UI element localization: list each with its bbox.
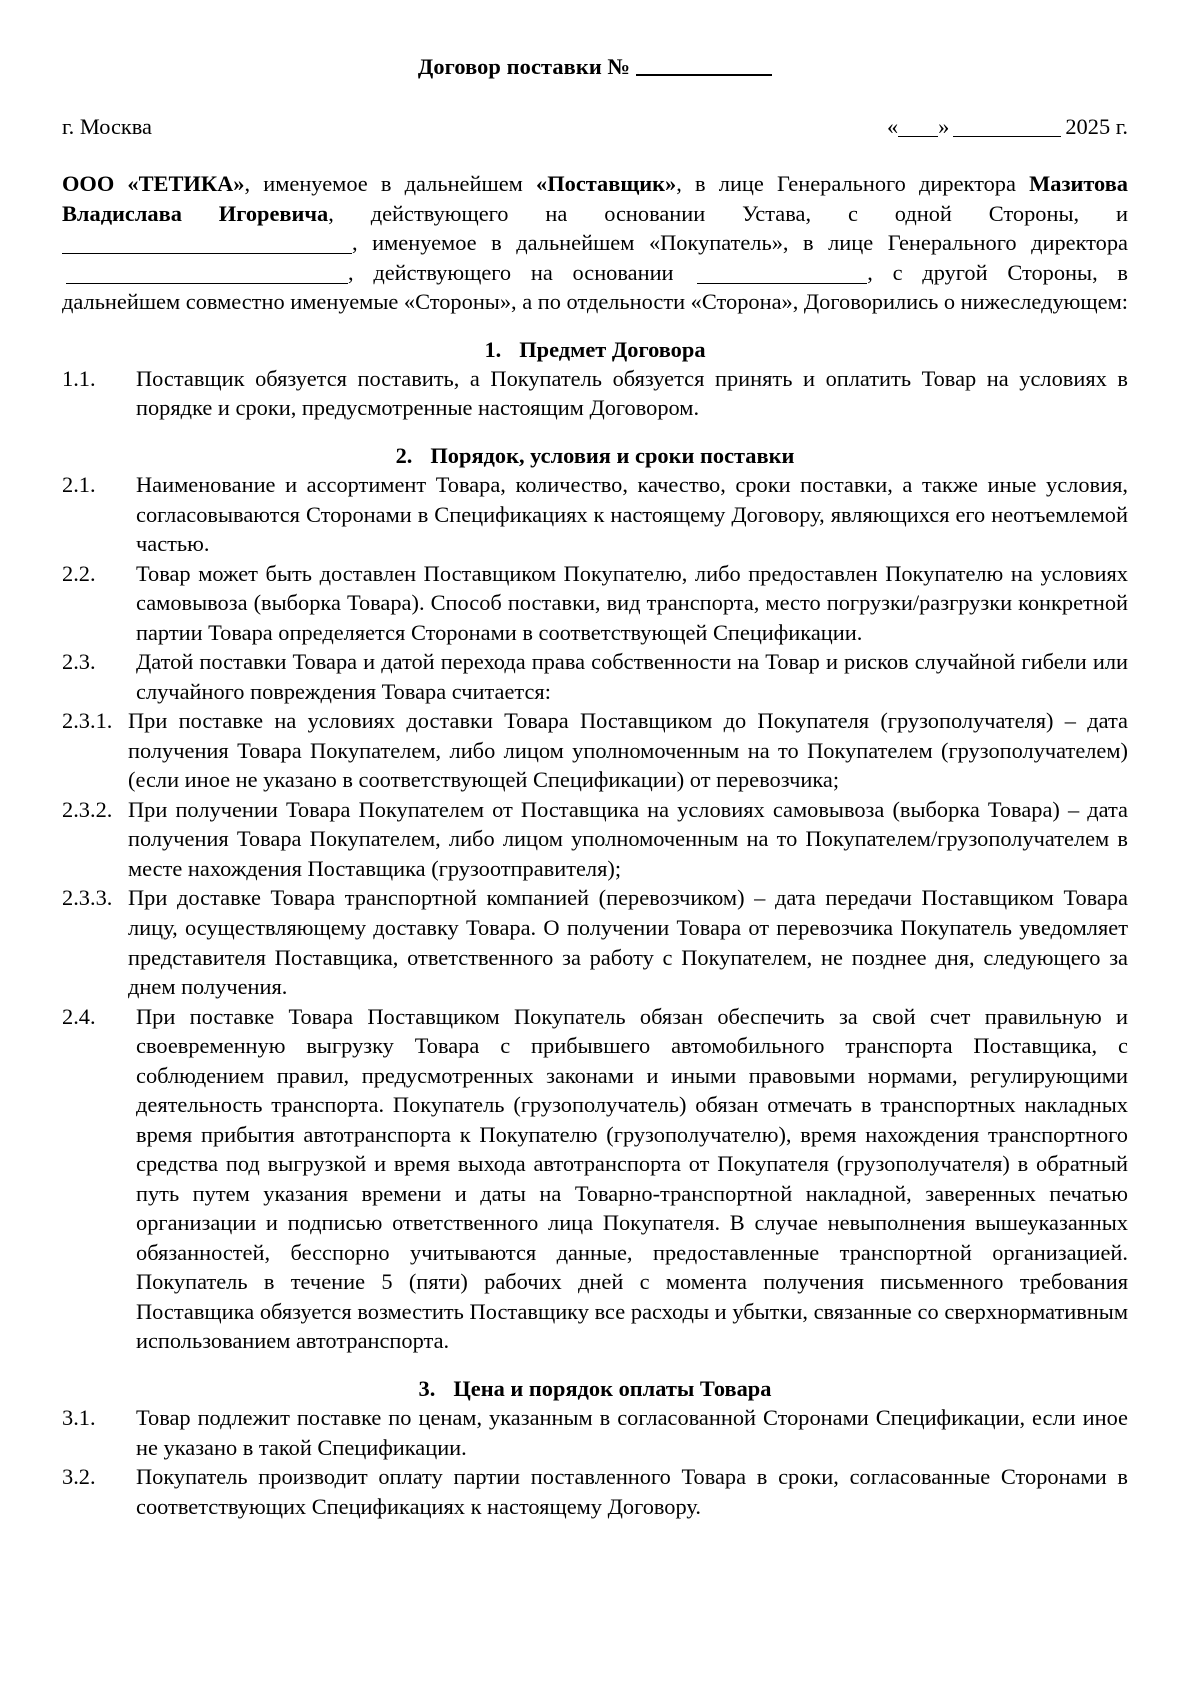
clause-number-1-1: 1.1. [62, 365, 96, 391]
clause-text-2-1: Наименование и ассортимент Товара, количество, качество, сроки поставки, а также иные условия, согласовываются Сторонами в Спецификациях к настоящему Договору, являющихся его неотъемлемой частью. [136, 472, 1128, 557]
subclause-text-2-3-1: При поставке на условиях доставки Товара Поставщиком до Покупателя (грузополучателя) – дата получения Товара Покупателем, либо лицом уполномоченным на то Покупателем (грузополучателем) (если иное не указано в соответствующей Спецификации) от перевозчика; [128, 708, 1128, 793]
clause-1-1 [62, 364, 1128, 423]
date-line [887, 112, 1128, 142]
clause-number-2-3: 2.3. [62, 649, 96, 675]
subclause-2-3-1 [62, 706, 1128, 795]
buyer-basis-blank[interactable] [697, 283, 867, 284]
supplier-company-name: ООО «ТЕТИКА» [62, 171, 245, 197]
subclause-text-2-3-3: При доставке Товара транспортной компанией (перевозчиком) – дата передачи Поставщиком Товара лицу, осуществляющему доставку Товара. О получении Товара от перевозчика Покупатель уведомляет представителя Поставщика, ответственного за работу с Покупателем, не позднее дня, следующего за днем получения. [128, 885, 1128, 1000]
document-title [62, 52, 1128, 82]
supplier-director-name: Мазитова Владислава Игоревича [62, 171, 1128, 226]
clause-number-3-1: 3.1. [62, 1405, 96, 1431]
clause-number-2-1: 2.1. [62, 472, 96, 498]
preamble-text-4: , именуемое в дальнейшем «Покупатель», в лице Генерального директора [352, 230, 1128, 256]
clause-number-2-4: 2.4. [62, 1003, 96, 1029]
preamble-text-3: , действующего на основании Устава, с одной Стороны, и [328, 200, 1128, 226]
clause-text-2-2: Товар может быть доставлен Поставщиком Покупателю, либо предоставлен Покупателю на условиях самовывоза (выборка Товара). Способ поставки, вид транспорта, место погрузки/разгрузки конкретной партии Товара определяется Сторонами в соответствующей Спецификации. [136, 560, 1128, 645]
section-heading-1 [62, 335, 1128, 364]
section-number-2: 2. [395, 442, 413, 468]
section-title-3: Цена и порядок оплаты Товара [453, 1375, 772, 1401]
section-heading-2 [62, 441, 1128, 470]
subclause-text-2-3-2: При получении Товара Покупателем от Поставщика на условиях самовывоза (выборка Товара) – дата получения Товара Покупателем, либо лицом уполномоченным на то Покупателем/грузополучателем в месте нахождения Поставщика (грузоотправителя); [128, 796, 1128, 881]
clause-3-2 [62, 1462, 1128, 1521]
clause-text-1-1: Поставщик обязуется поставить, а Покупатель обязуется принять и оплатить Товар на условиях в порядке и сроки, предусмотренные настоящим Договором. [136, 365, 1128, 421]
section-title-2: Порядок, условия и сроки поставки [430, 442, 795, 468]
date-year: 2025 г. [1065, 113, 1128, 139]
document-title-text: Договор поставки № [417, 54, 631, 79]
subclause-2-3-3 [62, 883, 1128, 1001]
subclause-2-3-2 [62, 795, 1128, 884]
clause-number-3-2: 3.2. [62, 1464, 96, 1490]
preamble-paragraph [62, 169, 1128, 317]
document-body [62, 52, 1128, 1521]
date-day-blank[interactable] [898, 136, 938, 137]
buyer-director-blank[interactable] [66, 283, 348, 284]
section-number-3: 3. [418, 1375, 436, 1401]
preamble-text-5: , действующего на основании [348, 259, 694, 285]
date-quote-open: « [886, 113, 899, 139]
buyer-company-blank[interactable] [62, 253, 352, 254]
preamble-text-1: , именуемое в дальнейшем [244, 171, 537, 197]
clause-2-2 [62, 559, 1128, 648]
section-heading-3 [62, 1374, 1128, 1403]
section-title-1: Предмет Договора [519, 336, 706, 362]
city-label: г. Москва [62, 113, 152, 139]
clause-2-3 [62, 647, 1128, 706]
clause-text-2-3: Датой поставки Товара и датой перехода права собственности на Товар и рисков случайной гибели или случайного повреждения Товара считается: [136, 649, 1128, 704]
supplier-term: «Поставщик» [536, 171, 677, 197]
clause-number-2-2: 2.2. [62, 560, 96, 586]
subclause-number-2-3-3: 2.3.3. [62, 885, 113, 911]
clause-text-3-1: Товар подлежит поставке по ценам, указанным в согласованной Сторонами Спецификации, если иное не указано в такой Спецификации. [136, 1405, 1128, 1460]
subclause-number-2-3-1: 2.3.1. [62, 708, 113, 734]
preamble-text-2: , в лице Генерального директора [676, 171, 1030, 197]
clause-text-2-4: При поставке Товара Поставщиком Покупатель обязан обеспечить за свой счет правильную и своевременную выгрузку Товара с прибывшего автомобильного транспорта Поставщика, с соблюдением правил, предусмотренных законами и иными правовыми нормами, регулирующими деятельность транспорта. Покупатель (грузополучатель) обязан отмечать в транспортных накладных время прибытия автотранспорта к Покупателю (грузополучателю), время нахождения транспортного средства под выгрузкой и время выхода автотранспорта от Покупателя (грузополучателя) в обратный путь путем указания времени и даты на Товарно-транспортной накладной, заверенных печатью организации и подписью ответственного лица Покупателя. В случае невыполнения вышеуказанных обязанностей, бесспорно учитываются данные, предоставленные транспортной организацией. Покупатель в течение 5 (пяти) рабочих дней с момента получения письменного требования Поставщика обязуется возместить Поставщику все расходы и убытки, связанные со сверхнормативным использованием автотранспорта. [136, 1003, 1128, 1354]
clause-text-3-2: Покупатель производит оплату партии поставленного Товара в сроки, согласованные Сторонами в соответствующих Спецификациях к настоящему Договору. [136, 1464, 1128, 1519]
preamble-text-6: , с другой Стороны, в дальнейшем совместно именуемые «Стороны», а по отдельности «Сторона», Договорились о нижеследующем: [62, 259, 1128, 315]
contract-number-blank[interactable] [636, 74, 772, 76]
clause-2-1 [62, 470, 1128, 559]
clause-3-1 [62, 1403, 1128, 1462]
clause-2-4 [62, 1002, 1128, 1356]
city-date-row [62, 112, 1128, 142]
date-quote-close: » [938, 113, 950, 139]
section-number-1: 1. [484, 336, 502, 362]
date-month-blank[interactable] [953, 136, 1061, 137]
subclause-number-2-3-2: 2.3.2. [62, 796, 113, 822]
